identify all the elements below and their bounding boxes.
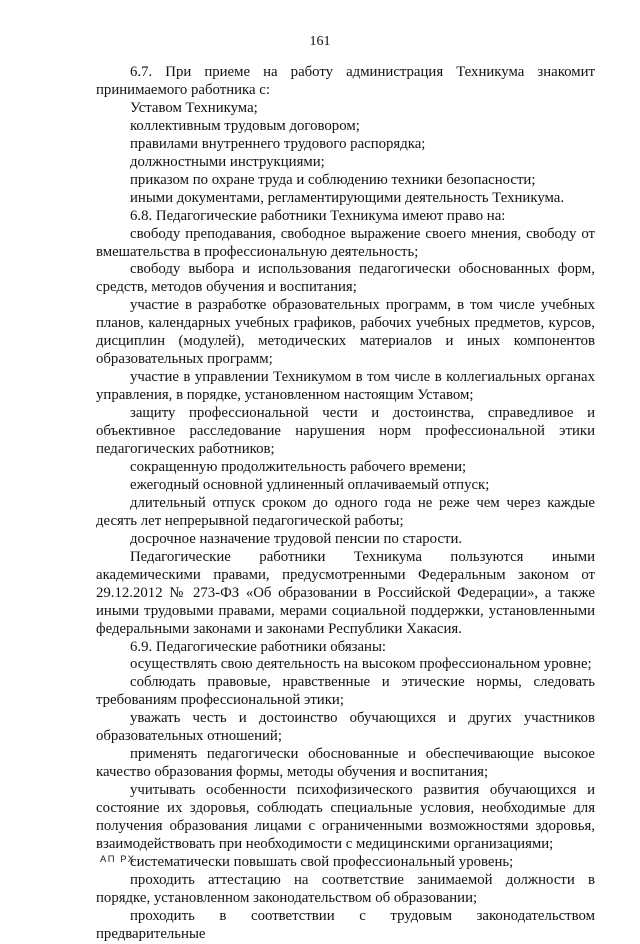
paragraph: 6.9. Педагогические работники обязаны: [130, 638, 387, 655]
paragraph: 6.7. При приеме на работу администрация Техникума знакомит принимаемого работника с: [96, 64, 595, 98]
paragraph: учитывать особенности психофизического развития обучающихся и состояние их здоровья, соблюдать специальные условия, необходимые для получения образования лицами с ограниченными возможностями здоровья, взаимодействовать при необходимости с медицинскими организациями; [96, 782, 595, 852]
paragraph: должностными инструкциями; [130, 153, 325, 170]
paragraph: осуществлять свою деятельность на высоком профессиональном уровне; [130, 656, 592, 673]
paragraph: Уставом Техникума; [130, 99, 258, 116]
paragraph: проходить аттестацию на соответствие занимаемой должности в порядке, установленном законодательством об образовании; [96, 871, 595, 906]
paragraph: ежегодный основной удлиненный оплачиваемый отпуск; [130, 476, 490, 493]
paragraph: соблюдать правовые, нравственные и этические нормы, следовать требованиям профессиональной этики; [96, 674, 595, 709]
paragraph: участие в управлении Техникумом в том числе в коллегиальных органах управления, в порядке, установленном настоящим Уставом; [96, 369, 595, 404]
paragraph: защиту профессиональной чести и достоинства, справедливое и объективное расследование нарушения норм профессиональной этики педагогических работников; [96, 405, 595, 458]
paragraph: длительный отпуск сроком до одного года не реже чем через каждые десять лет непрерывной педагогической работы; [96, 494, 595, 529]
paragraph: иными документами, регламентирующими деятельность Техникума. [130, 189, 565, 206]
paragraph: приказом по охране труда и соблюдению техники безопасности; [130, 171, 536, 188]
paragraph: сокращенную продолжительность рабочего времени; [130, 458, 467, 475]
paragraph: коллективным трудовым договором; [130, 117, 360, 134]
paragraph: систематически повышать свой профессиональный уровень; [130, 853, 514, 870]
paragraph: досрочное назначение трудовой пенсии по старости. [130, 530, 463, 547]
paragraph: правилами внутреннего трудового распорядка; [130, 135, 426, 152]
paragraph: уважать честь и достоинство обучающихся и других участников образовательных отношений; [96, 710, 595, 745]
paragraph: свободу выбора и использования педагогически обоснованных форм, средств, методов обучения и воспитания; [96, 261, 595, 296]
footer-stamp: АП РХ [100, 854, 136, 865]
page-number: 161 [309, 34, 331, 49]
paragraph: Педагогические работники Техникума пользуются иными академическими правами, предусмотренными Федеральным законом от 29.12.2012 № 273-ФЗ «Об образовании в Российской Федерации», а также иными трудовыми правами, мерами социальной поддержки, установленными федеральными законами и законами Республики Хакасия. [96, 548, 595, 637]
paragraph: участие в разработке образовательных программ, в том числе учебных планов, календарных учебных графиков, рабочих учебных предметов, курсов, дисциплин (модулей), методических материалов и иных компонентов образовательных программ; [96, 297, 595, 368]
paragraph: применять педагогически обоснованные и обеспечивающие высокое качество образования формы, методы обучения и воспитания; [96, 746, 595, 781]
document-body [96, 64, 595, 944]
paragraph: проходить в соответствии с трудовым законодательством предварительные [96, 907, 595, 942]
paragraph: свободу преподавания, свободное выражение своего мнения, свободу от вмешательства в профессиональную деятельность; [96, 225, 595, 260]
paragraph: 6.8. Педагогические работники Техникума имеют право на: [130, 207, 506, 224]
